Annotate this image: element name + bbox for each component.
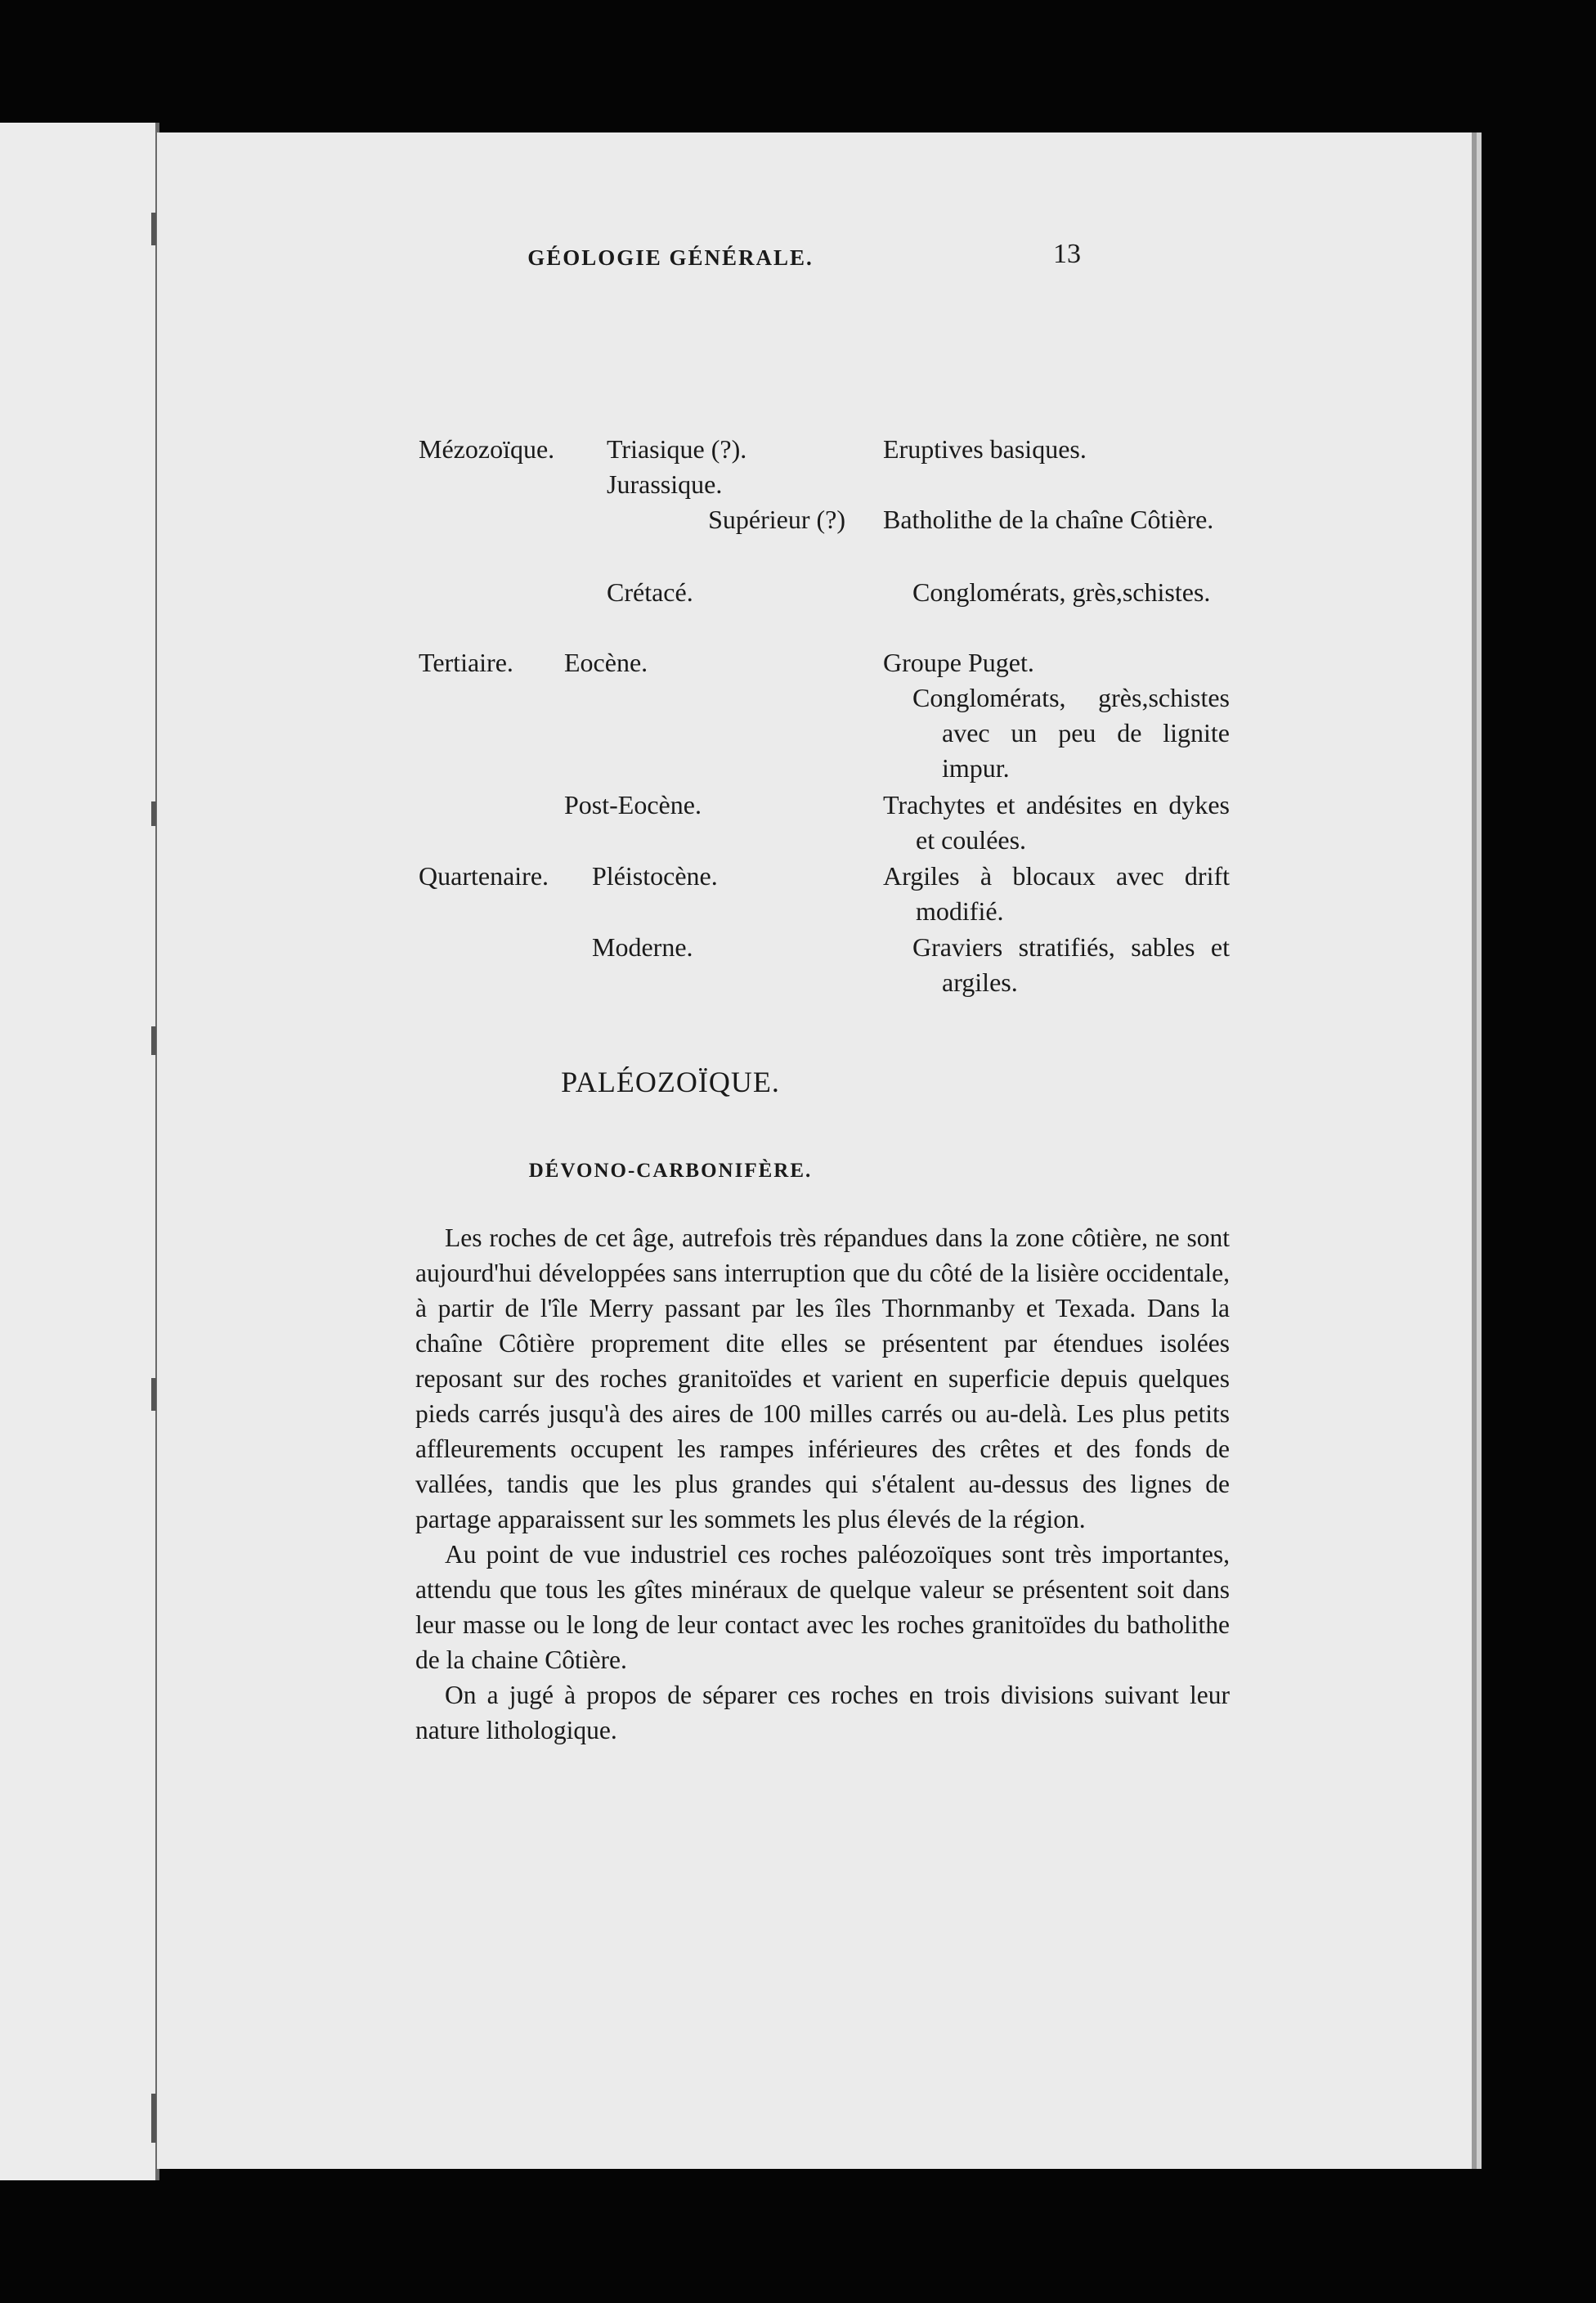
running-head <box>260 239 1081 286</box>
paragraph: Les roches de cet âge, autrefois très répandues dans la zone côtière, ne sont aujourd'hui développées sans interruption que du côté de la lisière occidentale, à partir de l'île Merry passant par les îles Thornmanby et Texada. Dans la chaîne Côtière proprement dite elles se présentent par étendues isolées reposant sur des roches granitoïdes et varient en superficie depuis quelques pieds carrés jusqu'à des aires de 100 milles carrés ou au-delà. Les plus petits affleurements occupent les rampes inférieures des crêtes et des fonds de vallées, tandis que les plus grandes qui s'étalent au-dessus des lignes de partage apparaissent sur les sommets les plus élevés de la région. <box>415 1223 1230 1533</box>
facing-page-edge <box>0 123 159 2180</box>
body-text <box>415 1220 1230 1748</box>
desc-eruptives-basiques: Eruptives basiques. <box>883 434 1087 464</box>
desc-batholithe: Batholithe de la chaîne Côtière. <box>883 505 1214 534</box>
section-title: PALÉOZOÏQUE. <box>561 1066 780 1098</box>
running-head-title: GÉOLOGIE GÉNÉRALE. <box>527 245 814 270</box>
paragraph: Au point de vue industriel ces roches paléozoïques sont très importantes, attendu que tous les gîtes minéraux de quelque valeur se présentent soit dans leur masse ou le long de leur contact avec les roches granitoïdes du batholithe de la chaine Côtière. <box>415 1540 1230 1674</box>
desc-conglomerats-eocene: Conglomérats, grès,schistes avec un peu de lignite impur. <box>912 683 1230 783</box>
period-superieur: Supérieur (?) <box>708 505 845 534</box>
binding-stitch <box>151 1378 156 1411</box>
period-eocene: Eocène. <box>564 648 648 677</box>
desc-groupe-puget: Groupe Puget. <box>883 648 1034 677</box>
period-triasique: Triasique (?). <box>607 434 747 464</box>
period-cretace: Crétacé. <box>607 577 693 607</box>
page-number: 13 <box>1053 239 1081 269</box>
desc-argiles-blocaux: Argiles à blocaux avec drift modifié. <box>883 861 1230 926</box>
period-post-eocene: Post-Eocène. <box>564 790 702 819</box>
desc-trachytes: Trachytes et andésites en dykes et coulées. <box>883 790 1230 855</box>
desc-graviers: Graviers stratifiés, sables et argiles. <box>912 932 1230 997</box>
period-pleistocene: Pléistocène. <box>592 861 718 891</box>
period-jurassique: Jurassique. <box>607 469 723 499</box>
section-subtitle: DÉVONO-CARBONIFÈRE. <box>528 1160 813 1182</box>
binding-stitch <box>151 1026 156 1055</box>
binding-stitch <box>151 2094 156 2143</box>
era-mezozoique: Mézozoïque. <box>419 434 555 464</box>
desc-conglomerats-cretace: Conglomérats, grès,schistes. <box>912 577 1211 607</box>
era-tertiaire: Tertiaire. <box>419 648 513 677</box>
book-page <box>157 132 1477 2169</box>
era-quartenaire: Quartenaire. <box>419 861 549 891</box>
period-moderne: Moderne. <box>592 932 693 962</box>
binding-stitch <box>151 213 156 245</box>
binding-stitch <box>151 801 156 826</box>
paragraph: On a jugé à propos de séparer ces roches en trois divisions suivant leur nature lithologique. <box>415 1681 1230 1744</box>
